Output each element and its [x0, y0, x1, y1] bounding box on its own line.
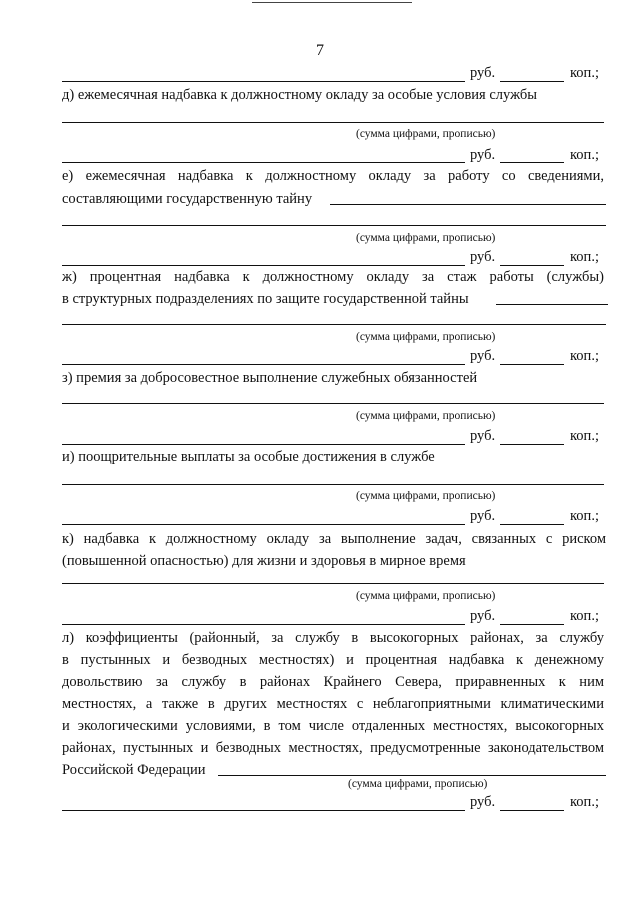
rub-label: руб. [470, 65, 496, 81]
item-l-line3: довольствию за службу в районах Крайнего Севера, приравненных к ним [62, 674, 604, 690]
kop-label: коп.; [570, 65, 599, 81]
amount-line [62, 81, 465, 82]
sum-line [496, 304, 608, 305]
sum-caption: (сумма цифрами, прописью) [356, 490, 496, 502]
amount-line [62, 624, 465, 625]
kop-label: коп.; [570, 249, 599, 265]
kop-label: коп.; [570, 794, 599, 810]
item-l-line4: местностях, а также в других местностях с неблагоприятными климатическими [62, 696, 604, 712]
rub-label: руб. [470, 508, 496, 524]
item-i: и) поощрительные выплаты за особые достижения в службе [62, 449, 435, 465]
amount-line [62, 524, 465, 525]
sum-line [218, 775, 606, 776]
sum-caption: (сумма цифрами, прописью) [348, 778, 488, 790]
item-l-line5: и экологическими условиями, в том числе отдаленных местностях, высокогорных [62, 718, 604, 734]
item-l-line6: районах, пустынных и безводных местностях, предусмотренные законодательством [62, 740, 604, 756]
kop-label: коп.; [570, 348, 599, 364]
sum-caption: (сумма цифрами, прописью) [356, 232, 496, 244]
sum-caption: (сумма цифрами, прописью) [356, 410, 496, 422]
rub-label: руб. [470, 794, 496, 810]
item-l-line1: л) коэффициенты (районный, за службу в высокогорных районах, за службу [62, 630, 604, 646]
item-l-line2: в пустынных и безводных местностях) и процентная надбавка к денежному [62, 652, 604, 668]
sum-line [62, 484, 604, 485]
item-z: з) премия за добросовестное выполнение служебных обязанностей [62, 370, 478, 386]
sum-caption: (сумма цифрами, прописью) [356, 590, 496, 602]
sum-line [62, 225, 606, 226]
kop-line [500, 162, 564, 163]
sum-line [62, 583, 604, 584]
rub-label: руб. [470, 249, 496, 265]
item-k-line2: (повышенной опасностью) для жизни и здоровья в мирное время [62, 553, 466, 569]
amount-line [62, 810, 465, 811]
item-d: д) ежемесячная надбавка к должностному окладу за особые условия службы [62, 87, 538, 103]
item-l-line7: Российской Федерации [62, 762, 206, 778]
sum-caption: (сумма цифрами, прописью) [356, 128, 496, 140]
sum-line [62, 324, 606, 325]
kop-line [500, 624, 564, 625]
item-e-line1: е) ежемесячная надбавка к должностному окладу за работу со сведениями, [62, 168, 604, 184]
kop-label: коп.; [570, 608, 599, 624]
kop-label: коп.; [570, 147, 599, 163]
kop-line [500, 810, 564, 811]
rub-label: руб. [470, 608, 496, 624]
rub-label: руб. [470, 147, 496, 163]
amount-line [62, 444, 465, 445]
kop-line [500, 524, 564, 525]
sum-line [62, 122, 604, 123]
item-e-line2: составляющими государственную тайну [62, 191, 313, 207]
kop-line [500, 444, 564, 445]
item-zh-line1: ж) процентная надбавка к должностному окладу за стаж работы (службы) [62, 269, 604, 285]
page-number: 7 [316, 42, 324, 59]
rub-label: руб. [470, 428, 496, 444]
sum-line [330, 204, 606, 205]
kop-line [500, 81, 564, 82]
rub-label: руб. [470, 348, 496, 364]
amount-line [62, 364, 465, 365]
amount-line [62, 162, 465, 163]
top-rule [252, 2, 412, 3]
sum-line [62, 403, 604, 404]
amount-line [62, 265, 465, 266]
item-zh-line2: в структурных подразделениях по защите государственной тайны [62, 291, 469, 307]
kop-label: коп.; [570, 428, 599, 444]
kop-label: коп.; [570, 508, 599, 524]
sum-caption: (сумма цифрами, прописью) [356, 331, 496, 343]
item-k-line1: к) надбавка к должностному окладу за выполнение задач, связанных с риском [62, 531, 606, 547]
kop-line [500, 364, 564, 365]
kop-line [500, 265, 564, 266]
